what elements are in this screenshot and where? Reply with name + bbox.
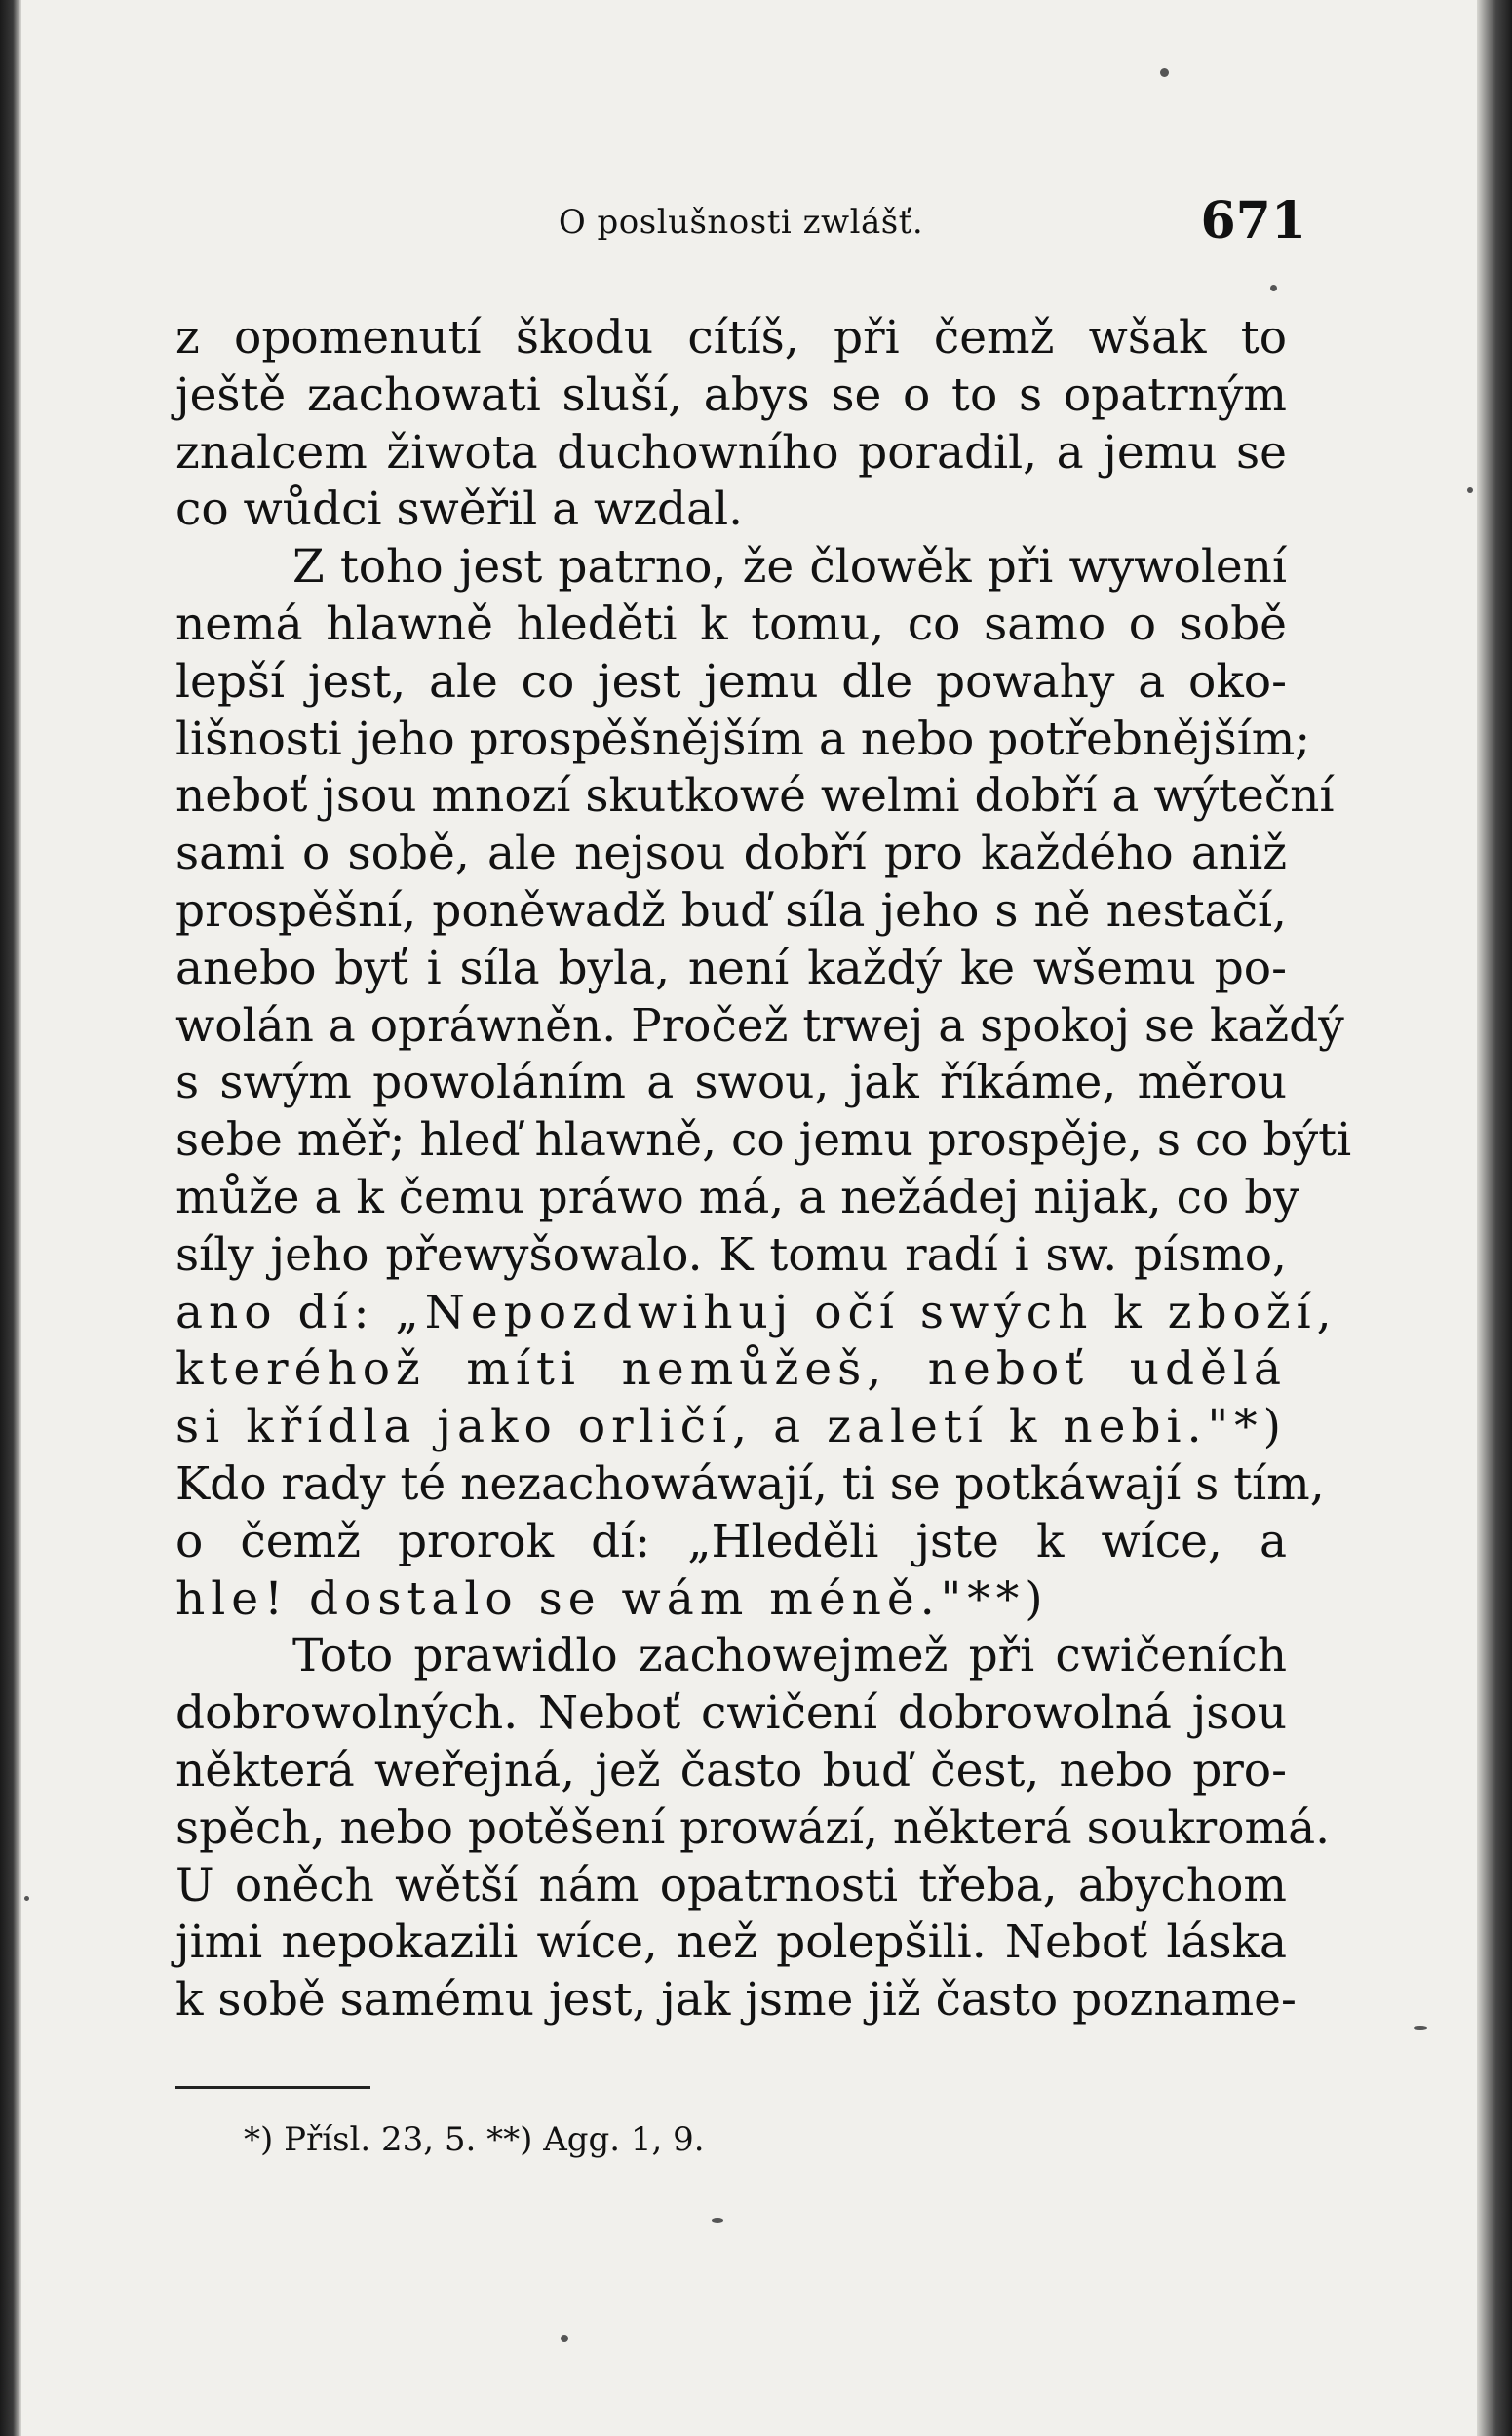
text-line: U oněch wětší nám opatrnosti třeba, abychom [175, 1858, 1287, 1913]
paper-speck [561, 2335, 568, 2342]
paper-speck [1467, 487, 1473, 493]
text-line: spěch, nebo potěšení prowází, některá soukromá. [175, 1800, 1331, 1855]
text-line: sami o sobě, ale nejsou dobří pro každého aniž [175, 827, 1287, 881]
text-line: ještě zachowati sluší, abys se o to s opatrným [175, 367, 1287, 422]
text-line: neboť jsou mnozí skutkowé welmi dobří a wýteční [175, 769, 1335, 824]
paper-speck [1270, 285, 1277, 291]
text-line: anebo byť i síla byla, není každý ke wšemu po- [175, 941, 1287, 995]
text-line: znalcem žiwota duchowního poradil, a jemu se [175, 425, 1287, 480]
footnotes: *) Přísl. 23, 5. **) Agg. 1, 9. [244, 2120, 705, 2159]
text-line: lišnosti jeho prospěšnějším a nebo potřebnějším; [175, 712, 1311, 766]
text-line: Toto prawidlo zachowejmež při cwičeních [292, 1629, 1287, 1683]
page-number: 671 [1200, 191, 1306, 251]
text-line: Z toho jest patrno, že člowěk při wywolení [292, 540, 1287, 595]
text-line: hle! dostalo se wám méně."**) [175, 1571, 1049, 1626]
text-line: nemá hlawně hleděti k tomu, co samo o sobě [175, 597, 1287, 651]
body-text [175, 310, 1352, 2030]
running-title: O poslušnosti zwlášť. [558, 203, 924, 242]
paper-speck [1414, 2026, 1427, 2030]
page-edge-shadow-right [1477, 0, 1512, 2436]
text-line: s swým powoláním a swou, jak říkáme, měrou [175, 1056, 1287, 1110]
footnote-divider [175, 2086, 370, 2089]
paper-speck [712, 2218, 723, 2223]
text-line: prospěšní, poněwadž buď síla jeho s ně nestačí, [175, 883, 1287, 938]
text-line: kteréhož míti nemůžeš, neboť udělá [175, 1342, 1287, 1397]
text-line: ano dí: „Nepozdwihuj očí swých k zboží, [175, 1285, 1338, 1339]
text-line: dobrowolných. Neboť cwičení dobrowolná jsou [175, 1686, 1287, 1741]
text-line: jimi nepokazili wíce, než polepšili. Neboť láska [175, 1915, 1287, 1970]
text-line: Kdo rady té nezachowáwají, ti se potkáwají s tím, [175, 1456, 1325, 1511]
text-line: z opomenutí škodu cítíš, při čemž wšak to [175, 311, 1287, 365]
text-line: může a k čemu práwo má, a nežádej nijak, co by [175, 1170, 1299, 1224]
page-edge-shadow-left [0, 0, 21, 2436]
text-line: wolán a opráwněn. Pročež trwej a spokoj se každý [175, 998, 1344, 1053]
paper-speck [24, 1896, 29, 1901]
running-head [175, 191, 1306, 259]
text-line: co wůdci swěřil a wzdal. [175, 483, 744, 537]
text-line: o čemž prorok dí: „Hleděli jste k wíce, a [175, 1514, 1287, 1568]
paper-speck [1160, 68, 1169, 77]
text-line: si křídla jako orličí, a zaletí k nebi."*) [175, 1400, 1287, 1454]
text-line: síly jeho přewyšowalo. K tomu radí i sw. písmo, [175, 1227, 1287, 1282]
text-line: lepší jest, ale co jest jemu dle powahy a oko- [175, 654, 1287, 709]
text-line: některá weřejná, jež často buď čest, nebo pro- [175, 1743, 1287, 1798]
text-line: k sobě samému jest, jak jsme již často pozname- [175, 1973, 1297, 2028]
text-line: sebe měř; hleď hlawně, co jemu prospěje, s co býti [175, 1113, 1352, 1168]
